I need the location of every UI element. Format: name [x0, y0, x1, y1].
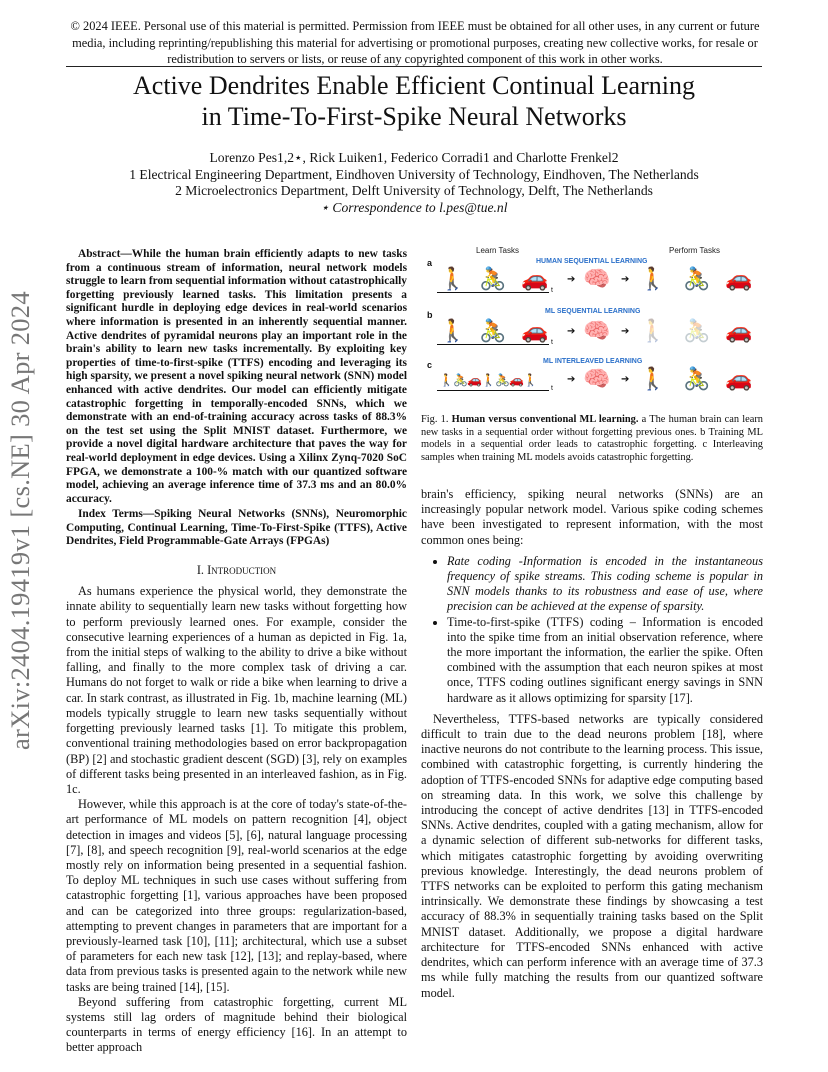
header-rule — [66, 66, 762, 67]
paragraph: As humans experience the physical world, they demonstrate the innate ability to sequentially learn new tasks without forgetting how to perform previously learned ones. For example, consider the consecutive learning experiences of a human as depicted in Fig. 1a, from the initial steps of walking to the ability to drive a bike without falling, and finally to the more complex task of driving a car. Humans do not forget to walk or ride a bike when learning to drive a car. In stark contrast, as illustrated in Fig. 1b, machine learning (ML) models typically struggle to learn new tasks sequentially without forgetting previously learned tasks [1]. To mitigate this problem, conventional training methodologies based on error backpropagation (BP) [2] and stochastic gradient descent (SGD) [3], rely on examples of different tasks being presented in an interleaved fashion, as in Fig. 1c. — [66, 584, 407, 796]
time-label: t — [551, 339, 553, 346]
bullet-ttfs-coding: • Time-to-first-spike (TTFS) coding – Information is encoded into the spike time from an initial observation reference, where the more important the information, the earlier the spike. Often combined with the assumption that each neuron spikes at most once, TTFS coding outlines significant energy savings in SNN hardware as it allows optimizing for sparsity [17]. — [447, 615, 763, 706]
bike-icon-faded: 🚴 — [683, 318, 711, 343]
copyright-notice: © 2024 IEEE. Personal use of this material is permitted. Permission from IEEE must be obtained for all other uses, in any current or future media, including reprinting/republishing this material for advertising or promotional purposes, creating new collective works, for resale or redistribution to servers or lists, or reuse of any copyrighted component of this work in other works. — [70, 19, 760, 66]
brain-icon: 🧠 — [583, 266, 611, 291]
car-icon: 🚗 — [521, 318, 549, 343]
affiliation-1: 1 Electrical Engineering Department, Eindhoven University of Technology, Eindhoven, The Netherlands — [129, 166, 699, 182]
paragraph: Nevertheless, TTFS-based networks are typically considered difficult to train due to the dead neurons problem [18], where inactive neurons do not contribute to the learning process. This issue, combined with catastrophic forgetting, is currently hindering the adoption of TTFS-encoded SNNs for adaptive edge computing based on streaming data. In this work, we solve this challenge by introducing the concept of active dendrites [13] in TTFS-encoded SNNs. Active dendrites, coupled with a gating mechanism, allow for a dynamic selection of different sub-networks for different tasks, which mitigates catastrophic forgetting by avoiding overwriting previous knowledge. Interestingly, the dead neurons problem of TTFS networks can be exploited to perform this gating mechanism intrinsically. We demonstrate these findings by showcasing a test accuracy of 88.3% in sequentially training tasks based on the Split MNIST dataset. Additionally, we propose a digital hardware architecture for TTFS-encoded SNNs enhanced with active dendrites, which can perform inference with an average time of 37.3 ms while fully matching the results from our quantized software model. — [421, 711, 763, 1000]
bike-icon: 🚴 — [683, 266, 711, 291]
row-title-a: HUMAN SEQUENTIAL LEARNING — [536, 258, 648, 265]
section-heading: I. Introduction — [196, 563, 277, 578]
walking-icon: 🚶 — [639, 366, 667, 391]
panel-label-c: c — [427, 360, 433, 370]
bike-icon: 🚴 — [683, 366, 711, 391]
time-axis — [437, 292, 549, 293]
time-axis — [437, 390, 549, 391]
paper-title — [66, 70, 762, 132]
bike-icon: 🚴 — [479, 266, 507, 291]
panel-label-b: b — [427, 310, 433, 320]
bike-icon: 🚴 — [479, 318, 507, 343]
arrow-icon: ➔ — [621, 374, 630, 385]
walking-icon: 🚶 — [639, 266, 667, 291]
panel-label-a: a — [427, 258, 433, 268]
index-terms: Index Terms—Spiking Neural Networks (SNNs), Neuromorphic Computing, Continual Learning, Time-To-First-Spike (TTFS), Active Dendrites, Field Programmable-Gate Arrays (FPGAs) — [66, 508, 407, 548]
paragraph: However, while this approach is at the core of today's state-of-the-art performance of ML models on pattern recognition [4], object detection in images and videos [5], [6], natural language processing [7], [8], and speech recognition [9], real-world scenarios at the edge mostly rely on information being presented in a sequential fashion. To deploy ML techniques in such use cases without suffering from catastrophic forgetting [1], various approaches have been proposed and can be categorized into three groups: regularization-based, attempting to prevent changes in parameters that are important for a previously-learned task [10], [11]; architectural, which use a subset of parameters for each new task [12], [13]; and replay-based, where data from previous tasks is presented again to the network while new tasks are being trained [14], [15]. — [66, 797, 407, 994]
bike-icon: 🚴 — [495, 373, 510, 387]
abstract — [66, 248, 407, 549]
bullet-list — [421, 554, 763, 706]
paragraph: brain's efficiency, spiking neural networks (SNNs) are an increasingly popular network model. Various spike coding schemes have been investigated to represent information, with the most common ones being: — [421, 487, 763, 547]
caption-label: Fig. 1. — [421, 414, 449, 425]
walking-icon: 🚶 — [523, 373, 538, 387]
figure-1 — [421, 244, 763, 404]
caption-text: a The human brain can learn new tasks in a sequential order without forgetting previous ones. b Training ML models in a sequential order leads to catastrophic forgetting. c Interleaving samples when training ML models avoids catastrophic forgetting. — [421, 414, 763, 463]
car-icon: 🚗 — [725, 318, 753, 343]
arrow-icon: ➔ — [567, 274, 576, 285]
arrow-icon: ➔ — [567, 326, 576, 337]
time-axis — [437, 344, 549, 345]
title-line-2: in Time-To-First-Spike Neural Networks — [201, 102, 627, 131]
arxiv-watermark: arXiv:2404.19419v1 [cs.NE] 30 Apr 2024 — [5, 291, 35, 750]
caption-title: Human versus conventional ML learning. — [451, 414, 639, 425]
row-title-c: ML INTERLEAVED LEARNING — [543, 358, 643, 365]
title-line-1: Active Dendrites Enable Efficient Continual Learning — [133, 71, 695, 100]
car-icon: 🚗 — [725, 366, 753, 391]
car-icon: 🚗 — [521, 266, 549, 291]
correspondence: ⋆ Correspondence to l.pes@tue.nl — [320, 199, 508, 215]
arrow-icon: ➔ — [621, 274, 630, 285]
figure-caption — [421, 414, 763, 464]
affiliation-2: 2 Microelectronics Department, Delft University of Technology, Delft, The Netherlands — [175, 183, 653, 198]
author-list: Lorenzo Pes1,2⋆, Rick Luiken1, Federico Corradi1 and Charlotte Frenkel2 — [209, 150, 619, 165]
author-block — [66, 150, 762, 216]
bullet-rate-coding: • Rate coding -Information is encoded in the instantaneous frequency of spike streams. This coding scheme is popular in SNN models thanks to its robustness and ease of use, where precision can be achieved at the expense of sparsity. — [447, 554, 763, 615]
row-title-b: ML SEQUENTIAL LEARNING — [545, 308, 641, 315]
abstract-text: Abstract—While the human brain efficiently adapts to new tasks from a continuous stream of information, neural network models struggle to learn from sequential information without catastrophically forgetting previously learned tasks. This limitation presents a significant hurdle in deploying edge devices in real-world scenarios where information is presented in an inherently sequential manner. Active dendrites of pyramidal neurons play an important role in the brain's ability to learn new tasks incrementally. By exploiting key properties of time-to-first-spike (TTFS) encoding and leveraging its high sparsity, we present a novel spiking neural network (SNN) model enhanced with active dendrites. Our model can efficiently mitigate catastrophic forgetting in temporally-encoded SNNs, which we demonstrate with an end-of-training accuracy across tasks of 88.3% on the test set using the Split MNIST dataset. Furthermore, we provide a novel digital hardware architecture that paves the way for real-world deployment in edge devices. Using a Xilinx Zynq-7020 SoC FPGA, we demonstrate a 100-% match with our quantized software model, achieving an average inference time of 37.3 ms and an 80.0% accuracy. — [66, 248, 407, 505]
walking-icon: 🚶 — [439, 373, 454, 387]
right-column — [421, 487, 763, 1001]
time-label: t — [551, 385, 553, 392]
walking-icon-faded: 🚶 — [639, 318, 667, 343]
perform-tasks-label: Perform Tasks — [669, 246, 720, 255]
brain-icon: 🧠 — [583, 366, 611, 391]
walking-icon: 🚶 — [481, 373, 496, 387]
car-icon: 🚗 — [725, 266, 753, 291]
arrow-icon: ➔ — [621, 326, 630, 337]
paragraph: Beyond suffering from catastrophic forgetting, current ML systems still lag orders of magnitude behind their biological counterparts in terms of energy efficiency [16]. In an attempt to better approach — [66, 994, 407, 1055]
walking-icon: 🚶 — [439, 266, 467, 291]
time-label: t — [551, 287, 553, 294]
brain-icon: 🧠 — [583, 318, 611, 343]
bike-icon: 🚴 — [453, 373, 468, 387]
left-column — [66, 248, 407, 1056]
walking-icon: 🚶 — [439, 318, 467, 343]
car-icon: 🚗 — [467, 373, 482, 387]
car-icon: 🚗 — [509, 373, 524, 387]
arrow-icon: ➔ — [567, 374, 576, 385]
learn-tasks-label: Learn Tasks — [476, 246, 519, 255]
